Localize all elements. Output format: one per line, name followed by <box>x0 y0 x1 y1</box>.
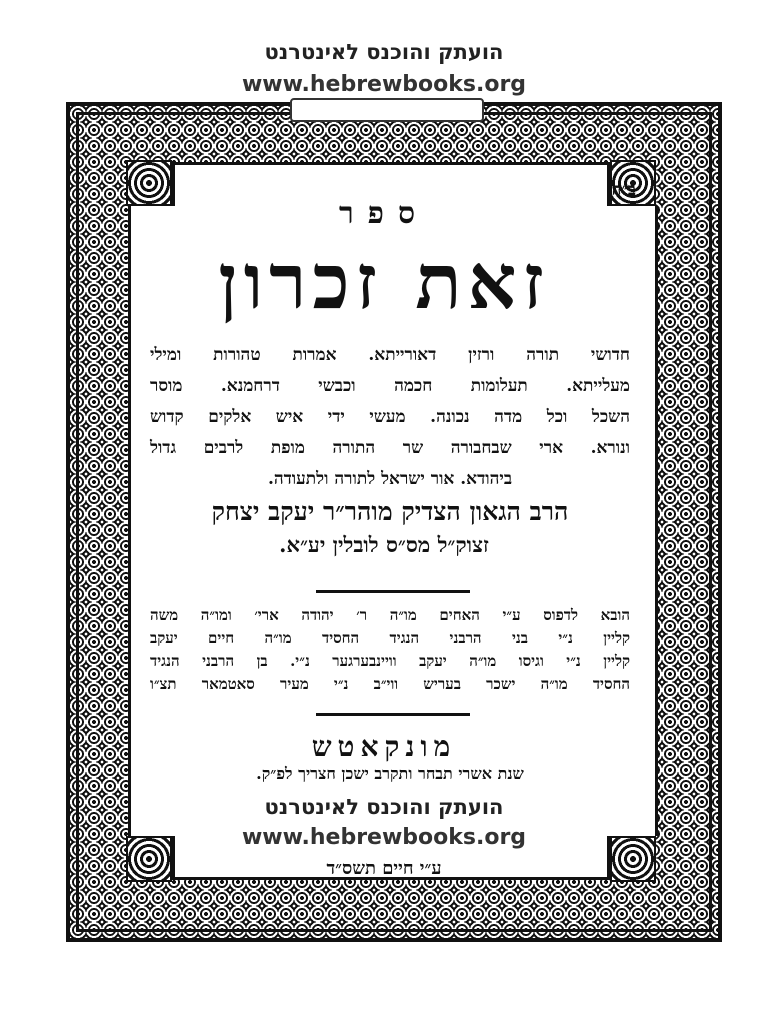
divider-rule <box>316 590 470 593</box>
bottom-watermark-url: www.hebrewbooks.org <box>241 825 527 850</box>
description-line: מעלייתא. תעלומות חכמה וכבשי דרחמנא. מוסר <box>150 376 630 396</box>
description-line: ביהודא. אור ישראל לתורה ולתעודה. <box>267 469 513 489</box>
bh-mark: ב״ה <box>611 180 636 200</box>
seal-stamp <box>290 98 484 122</box>
publisher-block <box>150 604 630 696</box>
divider-rule <box>316 713 470 716</box>
publisher-line: קליין נ״י בני הרבני הנגיד החסיד מו״ה חיים יעקב <box>150 629 630 647</box>
city-name: מונקאטש <box>311 730 457 763</box>
top-watermark-url: www.hebrewbooks.org <box>241 72 527 97</box>
bottom-watermark-by: ע״י חיים תשס״ד <box>326 858 442 879</box>
year-line: שנת אשרי תבחר ותקרב ישכן חצריך לפ״ק. <box>256 764 524 783</box>
book-title: זאת זכרון <box>218 237 550 326</box>
author-line-2: זצוק״ל מס״ס לובלין יע״א. <box>279 532 489 557</box>
publisher-line: הובא לדפוס ע״י האחים מו״ה ר׳ יהודה ארי׳ ומו״ה משה <box>150 606 630 624</box>
author-line-1: הרב הגאון הצדיק מוהר״ר יעקב יצחק <box>211 497 569 526</box>
publisher-line: קליין נ״י וגיסו מו״ה יעקב וויינבערגער נ״י. בן הרבני הנגיד <box>150 652 630 670</box>
top-watermark-hebrew: הועתק והוכנס לאינטרנט <box>264 40 504 64</box>
description-line: ונורא. ארי שבחבורה שר התורה מופת לרבים גדול <box>150 438 630 458</box>
publisher-line: החסיד מו״ה ישכר בעריש ווי״ב נ״י מעיר סאטמאר תצ״ו <box>150 675 630 693</box>
bottom-watermark-hebrew: הועתק והוכנס לאינטרנט <box>264 795 504 819</box>
description <box>150 340 630 495</box>
description-line: חדושי תורה ורזין דאורייתא. אמרות טהורות ומילי <box>150 345 630 365</box>
sefer-label: ספר <box>338 196 430 231</box>
description-line: השכל וכל מדה נכונה. מעשי ידי איש אלקים קדוש <box>150 407 630 427</box>
